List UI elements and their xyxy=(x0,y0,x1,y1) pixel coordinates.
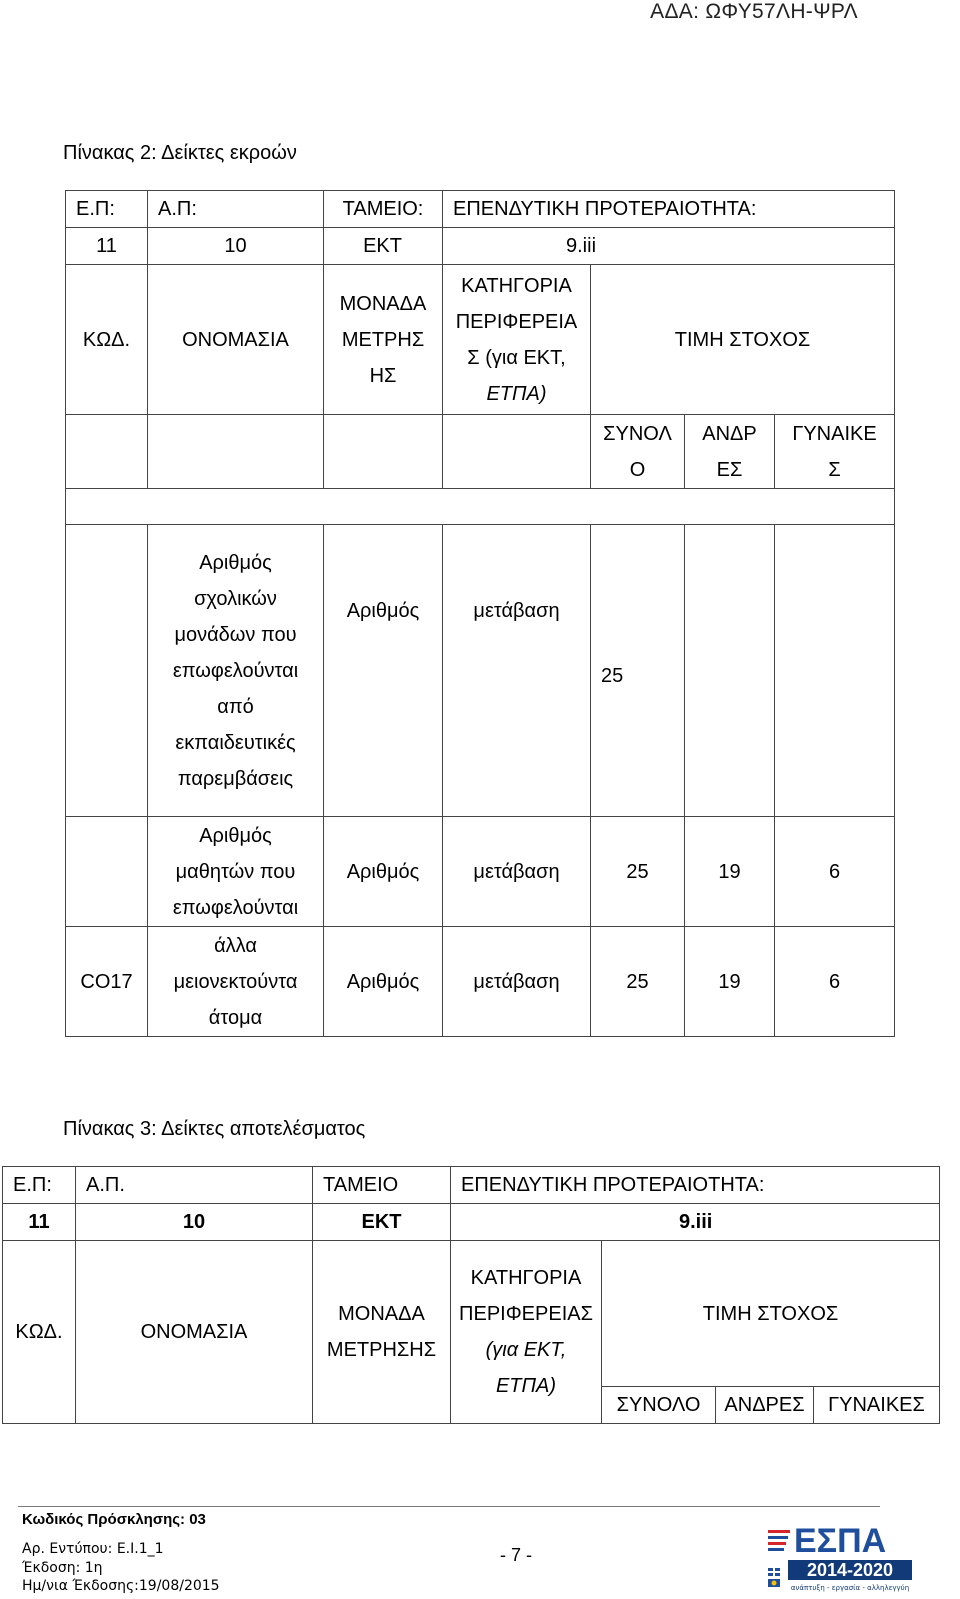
row-men: 19 xyxy=(685,817,775,927)
espa-logo-graphic xyxy=(766,1516,916,1594)
table2-sub-headers xyxy=(66,415,895,489)
ap-label: Α.Π: xyxy=(148,191,324,228)
table2-spacer-row xyxy=(66,489,895,525)
category-header: ΚΑΤΗΓΟΡΙΑ ΠΕΡΙΦΕΡΕΙΑΣ (για ΕΚΤ, ΕΤΠΑ) xyxy=(451,1241,602,1424)
kod-header: ΚΩΔ. xyxy=(3,1241,76,1424)
footer-divider xyxy=(18,1506,880,1507)
results-table xyxy=(2,1166,940,1424)
row-category: μετάβαση xyxy=(443,927,591,1037)
women-header: ΓΥΝΑΙΚΕ Σ xyxy=(775,415,895,489)
table-row xyxy=(66,817,895,927)
fund-value: ΕΚΤ xyxy=(324,228,443,265)
women-header: ΓΥΝΑΙΚΕΣ xyxy=(814,1387,940,1424)
ep-value: 11 xyxy=(3,1204,76,1241)
kod-header: ΚΩΔ. xyxy=(66,265,148,415)
category-header: ΚΑΤΗΓΟΡΙΑ ΠΕΡΙΦΕΡΕΙΑ Σ (για ΕΚΤ, ΕΤΠΑ) xyxy=(443,265,591,415)
row-total: 25 xyxy=(591,817,685,927)
fund-value: ΕΚΤ xyxy=(313,1204,451,1241)
table-row xyxy=(66,525,895,817)
table2-header-row1 xyxy=(66,191,895,228)
outputs-table xyxy=(65,190,895,1037)
ap-label: Α.Π. xyxy=(76,1167,313,1204)
name-header: ΟΝΟΜΑΣΙΑ xyxy=(76,1241,313,1424)
row-name: Αριθμός σχολικών μονάδων που επωφελούνται από εκπαιδευτικές παρεμβάσεις xyxy=(148,525,324,817)
page-number: - 7 - xyxy=(500,1545,533,1565)
table3-header-row1 xyxy=(3,1167,940,1204)
table-row xyxy=(66,927,895,1037)
table2-column-headers xyxy=(66,265,895,415)
edition: Έκδοση: 1η xyxy=(22,1560,103,1576)
total-header: ΣΥΝΟΛ Ο xyxy=(591,415,685,489)
table3-column-headers xyxy=(3,1241,940,1387)
row-kod: CO17 xyxy=(66,927,148,1037)
row-category: μετάβαση xyxy=(443,817,591,927)
row-name: άλλα μειονεκτούντα άτομα xyxy=(148,927,324,1037)
row-kod xyxy=(66,817,148,927)
unit-header: ΜΟΝΑΔΑ ΜΕΤΡΗΣ ΗΣ xyxy=(324,265,443,415)
table3-header-row2 xyxy=(3,1204,940,1241)
row-kod xyxy=(66,525,148,817)
row-women: 6 xyxy=(775,927,895,1037)
ada-code: ΑΔΑ: ΩΦΥ57ΛΗ-ΨΡΛ xyxy=(650,0,858,23)
row-total: 25 xyxy=(591,525,685,817)
men-header: ΑΝΔΡΕΣ xyxy=(716,1387,814,1424)
total-header: ΣΥΝΟΛΟ xyxy=(602,1387,716,1424)
priority-label: ΕΠΕΝΔΥΤΙΚΗ ΠΡΟΤΕΡΑΙΟΤΗΤΑ: xyxy=(451,1167,940,1204)
table3-caption: Πίνακας 3: Δείκτες αποτελέσματος xyxy=(63,1118,366,1140)
flag-stripes-icon xyxy=(768,1530,790,1587)
fund-label: ΤΑΜΕΙΟ xyxy=(313,1167,451,1204)
row-unit: Αριθμός xyxy=(324,525,443,817)
form-number: Αρ. Εντύπου: Ε.Ι.1_1 xyxy=(22,1541,164,1557)
edition-date: Ημ/νια Έκδοσης:19/08/2015 xyxy=(22,1578,220,1594)
ap-value: 10 xyxy=(76,1204,313,1241)
logo-title: ΕΣΠΑ xyxy=(794,1522,887,1560)
ep-label: Ε.Π: xyxy=(66,191,148,228)
ep-value: 11 xyxy=(66,228,148,265)
priority-value: 9.iii xyxy=(451,1204,940,1241)
men-header: ΑΝΔΡ ΕΣ xyxy=(685,415,775,489)
row-total: 25 xyxy=(591,927,685,1037)
row-name: Αριθμός μαθητών που επωφελούνται xyxy=(148,817,324,927)
row-category: μετάβαση xyxy=(443,525,591,817)
name-header: ΟΝΟΜΑΣΙΑ xyxy=(148,265,324,415)
target-header: ΤΙΜΗ ΣΤΟΧΟΣ xyxy=(602,1241,940,1387)
unit-header: ΜΟΝΑΔΑ ΜΕΤΡΗΣΗΣ xyxy=(313,1241,451,1424)
row-unit: Αριθμός xyxy=(324,817,443,927)
table2-header-row2 xyxy=(66,228,895,265)
row-men xyxy=(685,525,775,817)
priority-label: ΕΠΕΝΔΥΤΙΚΗ ΠΡΟΤΕΡΑΙΟΤΗΤΑ: xyxy=(443,191,895,228)
ep-label: Ε.Π: xyxy=(3,1167,76,1204)
row-unit: Αριθμός xyxy=(324,927,443,1037)
logo-years: 2014-2020 xyxy=(806,1560,894,1580)
priority-value: 9.iii xyxy=(443,228,895,265)
fund-label: ΤΑΜΕΙΟ: xyxy=(324,191,443,228)
target-header: ΤΙΜΗ ΣΤΟΧΟΣ xyxy=(591,265,895,415)
ap-value: 10 xyxy=(148,228,324,265)
row-men: 19 xyxy=(685,927,775,1037)
row-women xyxy=(775,525,895,817)
espa-logo xyxy=(766,1516,916,1594)
row-women: 6 xyxy=(775,817,895,927)
call-code: Κωδικός Πρόσκλησης: 03 xyxy=(22,1511,206,1528)
table2-caption: Πίνακας 2: Δείκτες εκροών xyxy=(63,142,297,164)
logo-slogan: ανάπτυξη - εργασία - αλληλεγγύη xyxy=(790,1584,910,1592)
